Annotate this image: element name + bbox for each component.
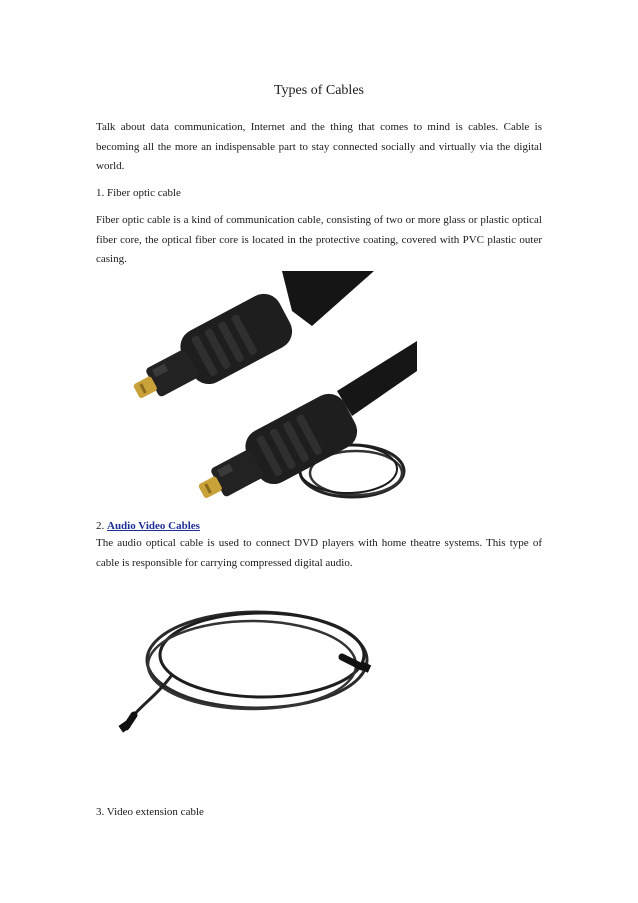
fiber-optic-paragraph: Fiber optic cable is a kind of communication cable, consisting of two or more glass or plastic optical fiber core, the optical fiber core is located in the protective coating, covered with PVC plastic outer casing.: [96, 214, 542, 265]
section-heading-audio-video: [96, 519, 200, 533]
audio-video-paragraph: The audio optical cable is used to connect DVD players with home theatre systems. This type of cable is responsible for carrying compressed digital audio.: [96, 537, 542, 569]
section-heading-video-extension: 3. Video extension cable: [96, 806, 204, 818]
section-number: 2.: [96, 520, 107, 532]
audio-video-cables-link[interactable]: Audio Video Cables: [107, 520, 200, 532]
section-heading-fiber-optic: 1. Fiber optic cable: [96, 187, 181, 199]
coiled-audio-cable-image: [112, 585, 387, 780]
intro-paragraph: Talk about data communication, Internet and the thing that comes to mind is cables. Cable is becoming all the more an indispensable part to stay connected socially and virtually via the digital world.: [96, 121, 542, 172]
page-title: Types of Cables: [273, 83, 364, 98]
fiber-optic-connectors-image: [112, 266, 417, 506]
